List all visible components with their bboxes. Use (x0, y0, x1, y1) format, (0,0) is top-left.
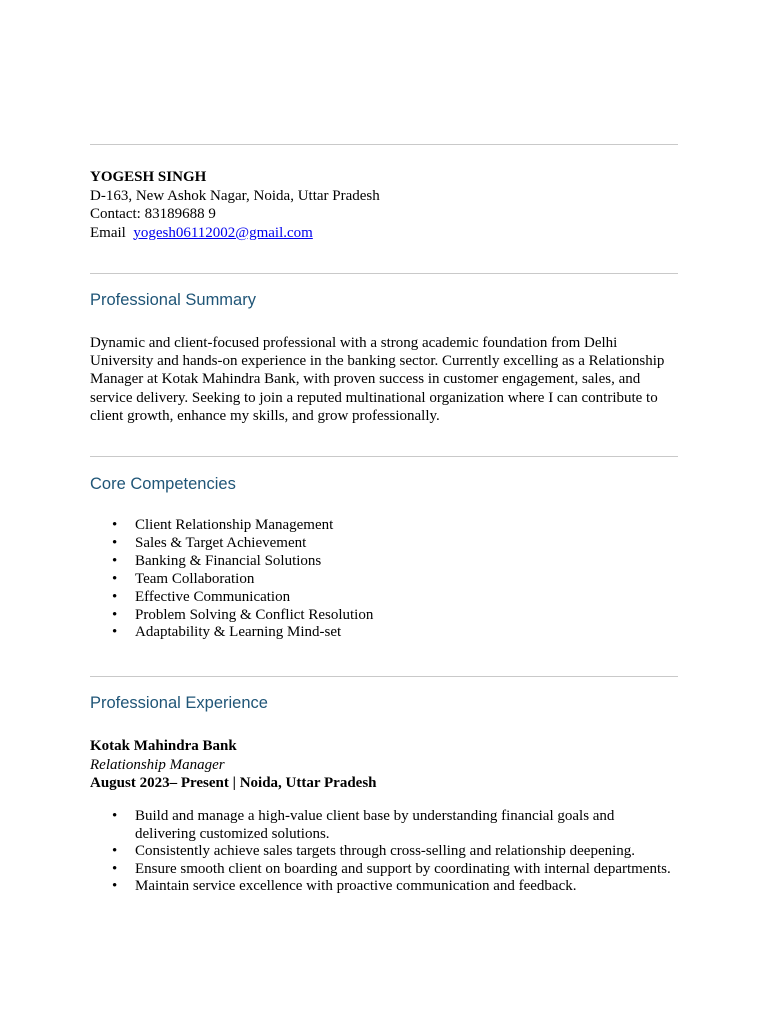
list-item: • Effective Communication (90, 589, 373, 607)
email-link[interactable]: yogesh06112002@gmail.com (133, 224, 313, 241)
contact-block (90, 168, 380, 242)
list-item: • Banking & Financial Solutions (90, 553, 373, 571)
section-heading-competencies: Core Competencies (90, 475, 236, 493)
email-label: Email (90, 224, 126, 241)
email-line (90, 224, 380, 243)
candidate-name: YOGESH SINGH (90, 169, 207, 185)
section-divider-competencies (90, 456, 678, 457)
section-heading-summary: Professional Summary (90, 291, 256, 309)
list-item: • Build and manage a high-value client base by understanding financial goals and delivering customized solutions. (90, 808, 690, 843)
section-divider-summary (90, 273, 678, 274)
job-company: Kotak Mahindra Bank (90, 738, 237, 754)
header-top-divider (90, 144, 678, 145)
summary-text: Dynamic and client-focused professional with a strong academic foundation from Delhi University and hands-on experience in the banking sector. Currently excelling as a Relationship Manager at Kotak Mahindra Bank, with proven success in customer engagement, sales, and service delivery. Seeking to join a reputed multinational organization where I can contribute to client growth, enhance my skills, and grow professionally. (90, 335, 665, 424)
phone-line: Contact: 83189688 9 (90, 206, 216, 222)
list-item: • Adaptability & Learning Mind-set (90, 624, 373, 642)
competency-list (90, 517, 373, 642)
list-item: • Problem Solving & Conflict Resolution (90, 607, 373, 625)
list-item: • Ensure smooth client on boarding and support by coordinating with internal departments. (90, 861, 690, 879)
section-heading-experience: Professional Experience (90, 694, 268, 712)
job-entry (90, 737, 377, 793)
job-role: Relationship Manager (90, 756, 225, 773)
list-item: • Team Collaboration (90, 571, 373, 589)
list-item: • Maintain service excellence with proactive communication and feedback. (90, 878, 690, 896)
list-item: • Consistently achieve sales targets through cross-selling and relationship deepening. (90, 843, 690, 861)
section-divider-experience (90, 676, 678, 677)
job-dates: August 2023– Present | Noida, Uttar Pradesh (90, 775, 377, 791)
address-line: D-163, New Ashok Nagar, Noida, Uttar Pradesh (90, 187, 380, 204)
list-item: • Sales & Target Achievement (90, 535, 373, 553)
list-item: • Client Relationship Management (90, 517, 373, 535)
duty-list (90, 808, 690, 896)
